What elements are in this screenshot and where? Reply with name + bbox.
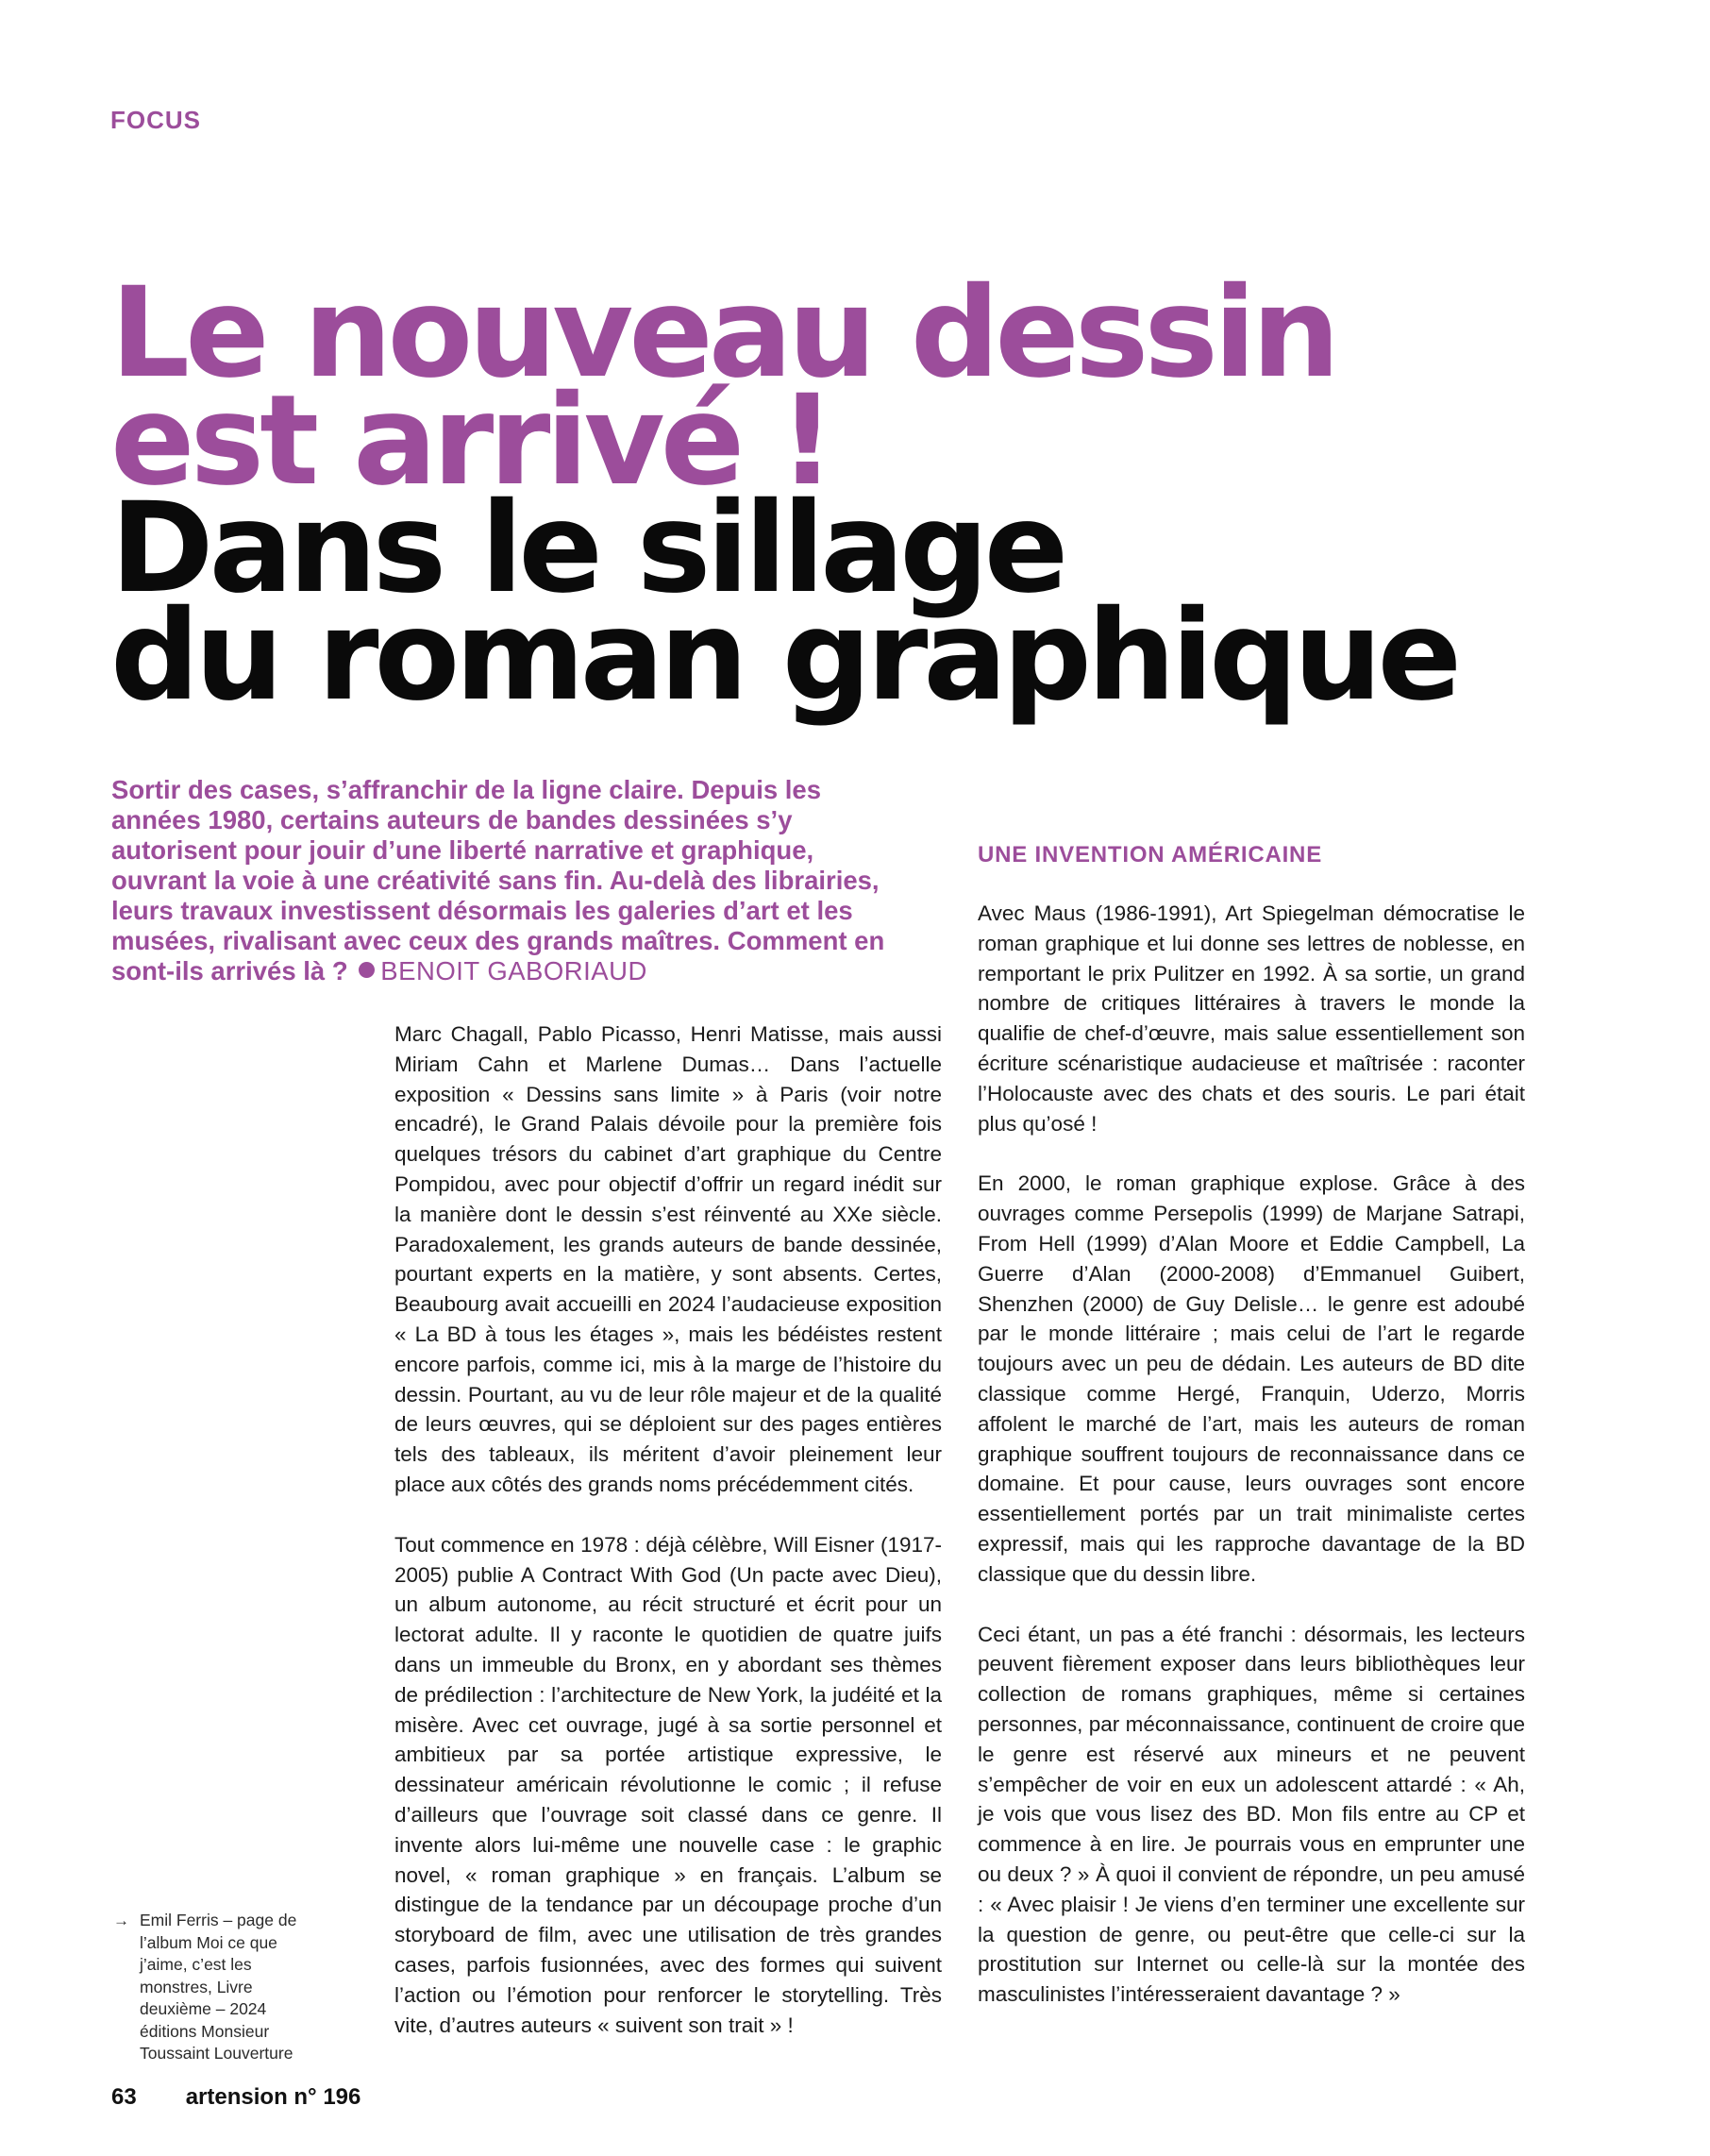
paragraph: Avec Maus (1986-1991), Art Spiegelman démocratise le roman graphique et lui donne ses lettres de noblesse, en remportant le prix Pulitzer en 1992. À sa sortie, un grand nombre de critiques littéraires à travers le monde la qualifie de chef-d’œuvre, mais salue essentiellement son écriture scénaristique audacieuse et maîtrisée : raconter l’Holocauste avec des chats et des souris. Le pari était plus qu’osé ! bbox=[978, 901, 1525, 1136]
page-number: 63 bbox=[111, 2084, 137, 2110]
paragraph: Tout commence en 1978 : déjà célèbre, Will Eisner (1917-2005) publie A Contract With God (Un pacte avec Dieu), un album autonome, au récit structuré et écrit pour un lectorat adulte. Il y raconte le quotidien de quatre juifs dans un immeuble du Bronx, en y abordant ses thèmes de prédilection : l’architecture de New York, la judéité et la misère. Avec cet ouvrage, jugé à sa sortie personnel et ambitieux par sa portée artistique expressive, le dessinateur américain révolutionne le comic ; il refuse d’ailleurs que l’ouvrage soit classé dans ce genre. Il invente alors lui-même une nouvelle case : le graphic novel, « roman graphique » en français. L’album se distingue de la tendance par un découpage proche d’un storyboard de film, avec une utilisation de très grandes cases, parfois fusionnées, avec des formes qui suivent l’action ou l’émotion pour renforcer le storytelling. Très vite, d’autres auteurs « suivent son trait » ! bbox=[394, 1532, 942, 2037]
paragraph: Marc Chagall, Pablo Picasso, Henri Matisse, mais aussi Miriam Cahn et Marlene Dumas… Dans l’actuelle exposition « Dessins sans limite » à Paris (voir notre encadré), le Grand Palais dévoile pour la première fois quelques trésors du cabinet d’art graphique du Centre Pompidou, avec pour objectif d’offrir un regard inédit sur la manière dont le dessin s’est réinventé au XXe siècle. Paradoxalement, les grands auteurs de bande dessinée, pourtant experts en la matière, y sont absents. Certes, Beaubourg avait accueilli en 2024 l’audacieuse exposition « La BD à tous les étages », mais les bédéistes restent encore parfois, comme ici, mis à la marge de l’histoire du dessin. Pourtant, au vu de leur rôle majeur et de la qualité de leurs œuvres, qui se déploient sur des pages entières tels des tableaux, ils méritent d’avoir pleinement leur place aux côtés des grands noms précédemment cités. bbox=[394, 1022, 942, 1496]
image-caption bbox=[113, 1910, 316, 2065]
arrow-right-icon: → bbox=[113, 1912, 129, 1929]
page-footer bbox=[111, 2084, 360, 2111]
paragraph: En 2000, le roman graphique explose. Grâce à des ouvrages comme Persepolis (1999) de Marjane Satrapi, From Hell (1999) d’Alan Moore et Eddie Campbell, La Guerre d’Alan (2000-2008) d’Emmanuel Guibert, Shenzhen (2000) de Guy Delisle… le genre est adoubé par le monde littéraire ; mais celui de l’art le regarde toujours avec un peu de dédain. Les auteurs de BD dite classique comme Hergé, Franquin, Uderzo, Morris affolent le marché de l’art, mais les auteurs de roman graphique souffrent toujours de reconnaissance dans ce domaine. Et pour cause, leurs ouvrages sont encore essentiellement portés par un trait minimaliste certes expressif, mais qui les rapproche davantage de la BD classique que du dessin libre. bbox=[978, 1171, 1525, 1586]
article-lede bbox=[111, 775, 904, 986]
bullet-dot-icon bbox=[359, 962, 375, 978]
body-column-right bbox=[978, 840, 1525, 2040]
title-line-3: Dans le sillage bbox=[110, 476, 1065, 621]
section-kicker: FOCUS bbox=[110, 106, 201, 134]
lede-text: Sortir des cases, s’affranchir de la ligne claire. Depuis les années 1980, certains auteurs de bandes dessinées s’y autorisent pour jouir d’une liberté narrative et graphique, ouvrant la voie à une créativité sans fin. Au-delà des librairies, leurs travaux investissent désormais les galeries d’art et les musées, rivalisant avec ceux des grands maîtres. Comment en sont-ils arrivés là ? bbox=[111, 775, 885, 985]
caption-text: Emil Ferris – page de l’album Moi ce que j’aime, c’est les monstres, Livre deuxième – 2024 éditions Monsieur Toussaint Louverture bbox=[140, 1911, 297, 2063]
paragraph: Ceci étant, un pas a été franchi : désormais, les lecteurs peuvent fièrement exposer dans leurs bibliothèques leur collection de romans graphiques, même si certaines personnes, par méconnaissance, continuent de croire que le genre est réservé aux mineurs et ne peuvent s’empêcher de voir en eux un adolescent attardé : « Ah, je vois que vous lisez des BD. Mon fils entre au CP et commence à en lire. Je pourrais vous en emprunter une ou deux ? » À quoi il convient de répondre, un peu amusé : « Avec plaisir ! Je viens d’en terminer une excellente sur la question de genre, ou peut-être que celle-ci sur la prostitution sur Internet ou celle-là sur la montée des masculinistes l’intéresseraient davantage ? » bbox=[978, 1622, 1525, 2007]
section-subhead: UNE INVENTION AMÉRICAINE bbox=[978, 842, 1322, 867]
title-line-2: est arrivé ! bbox=[110, 368, 831, 514]
title-line-4: du roman graphique bbox=[110, 583, 1458, 729]
author-name: BENOIT GABORIAUD bbox=[380, 956, 647, 985]
magazine-issue: artension n° 196 bbox=[185, 2084, 361, 2110]
body-column-middle bbox=[394, 1019, 942, 2070]
article-title bbox=[110, 261, 1658, 729]
title-line-1: Le nouveau dessin bbox=[110, 261, 1336, 406]
